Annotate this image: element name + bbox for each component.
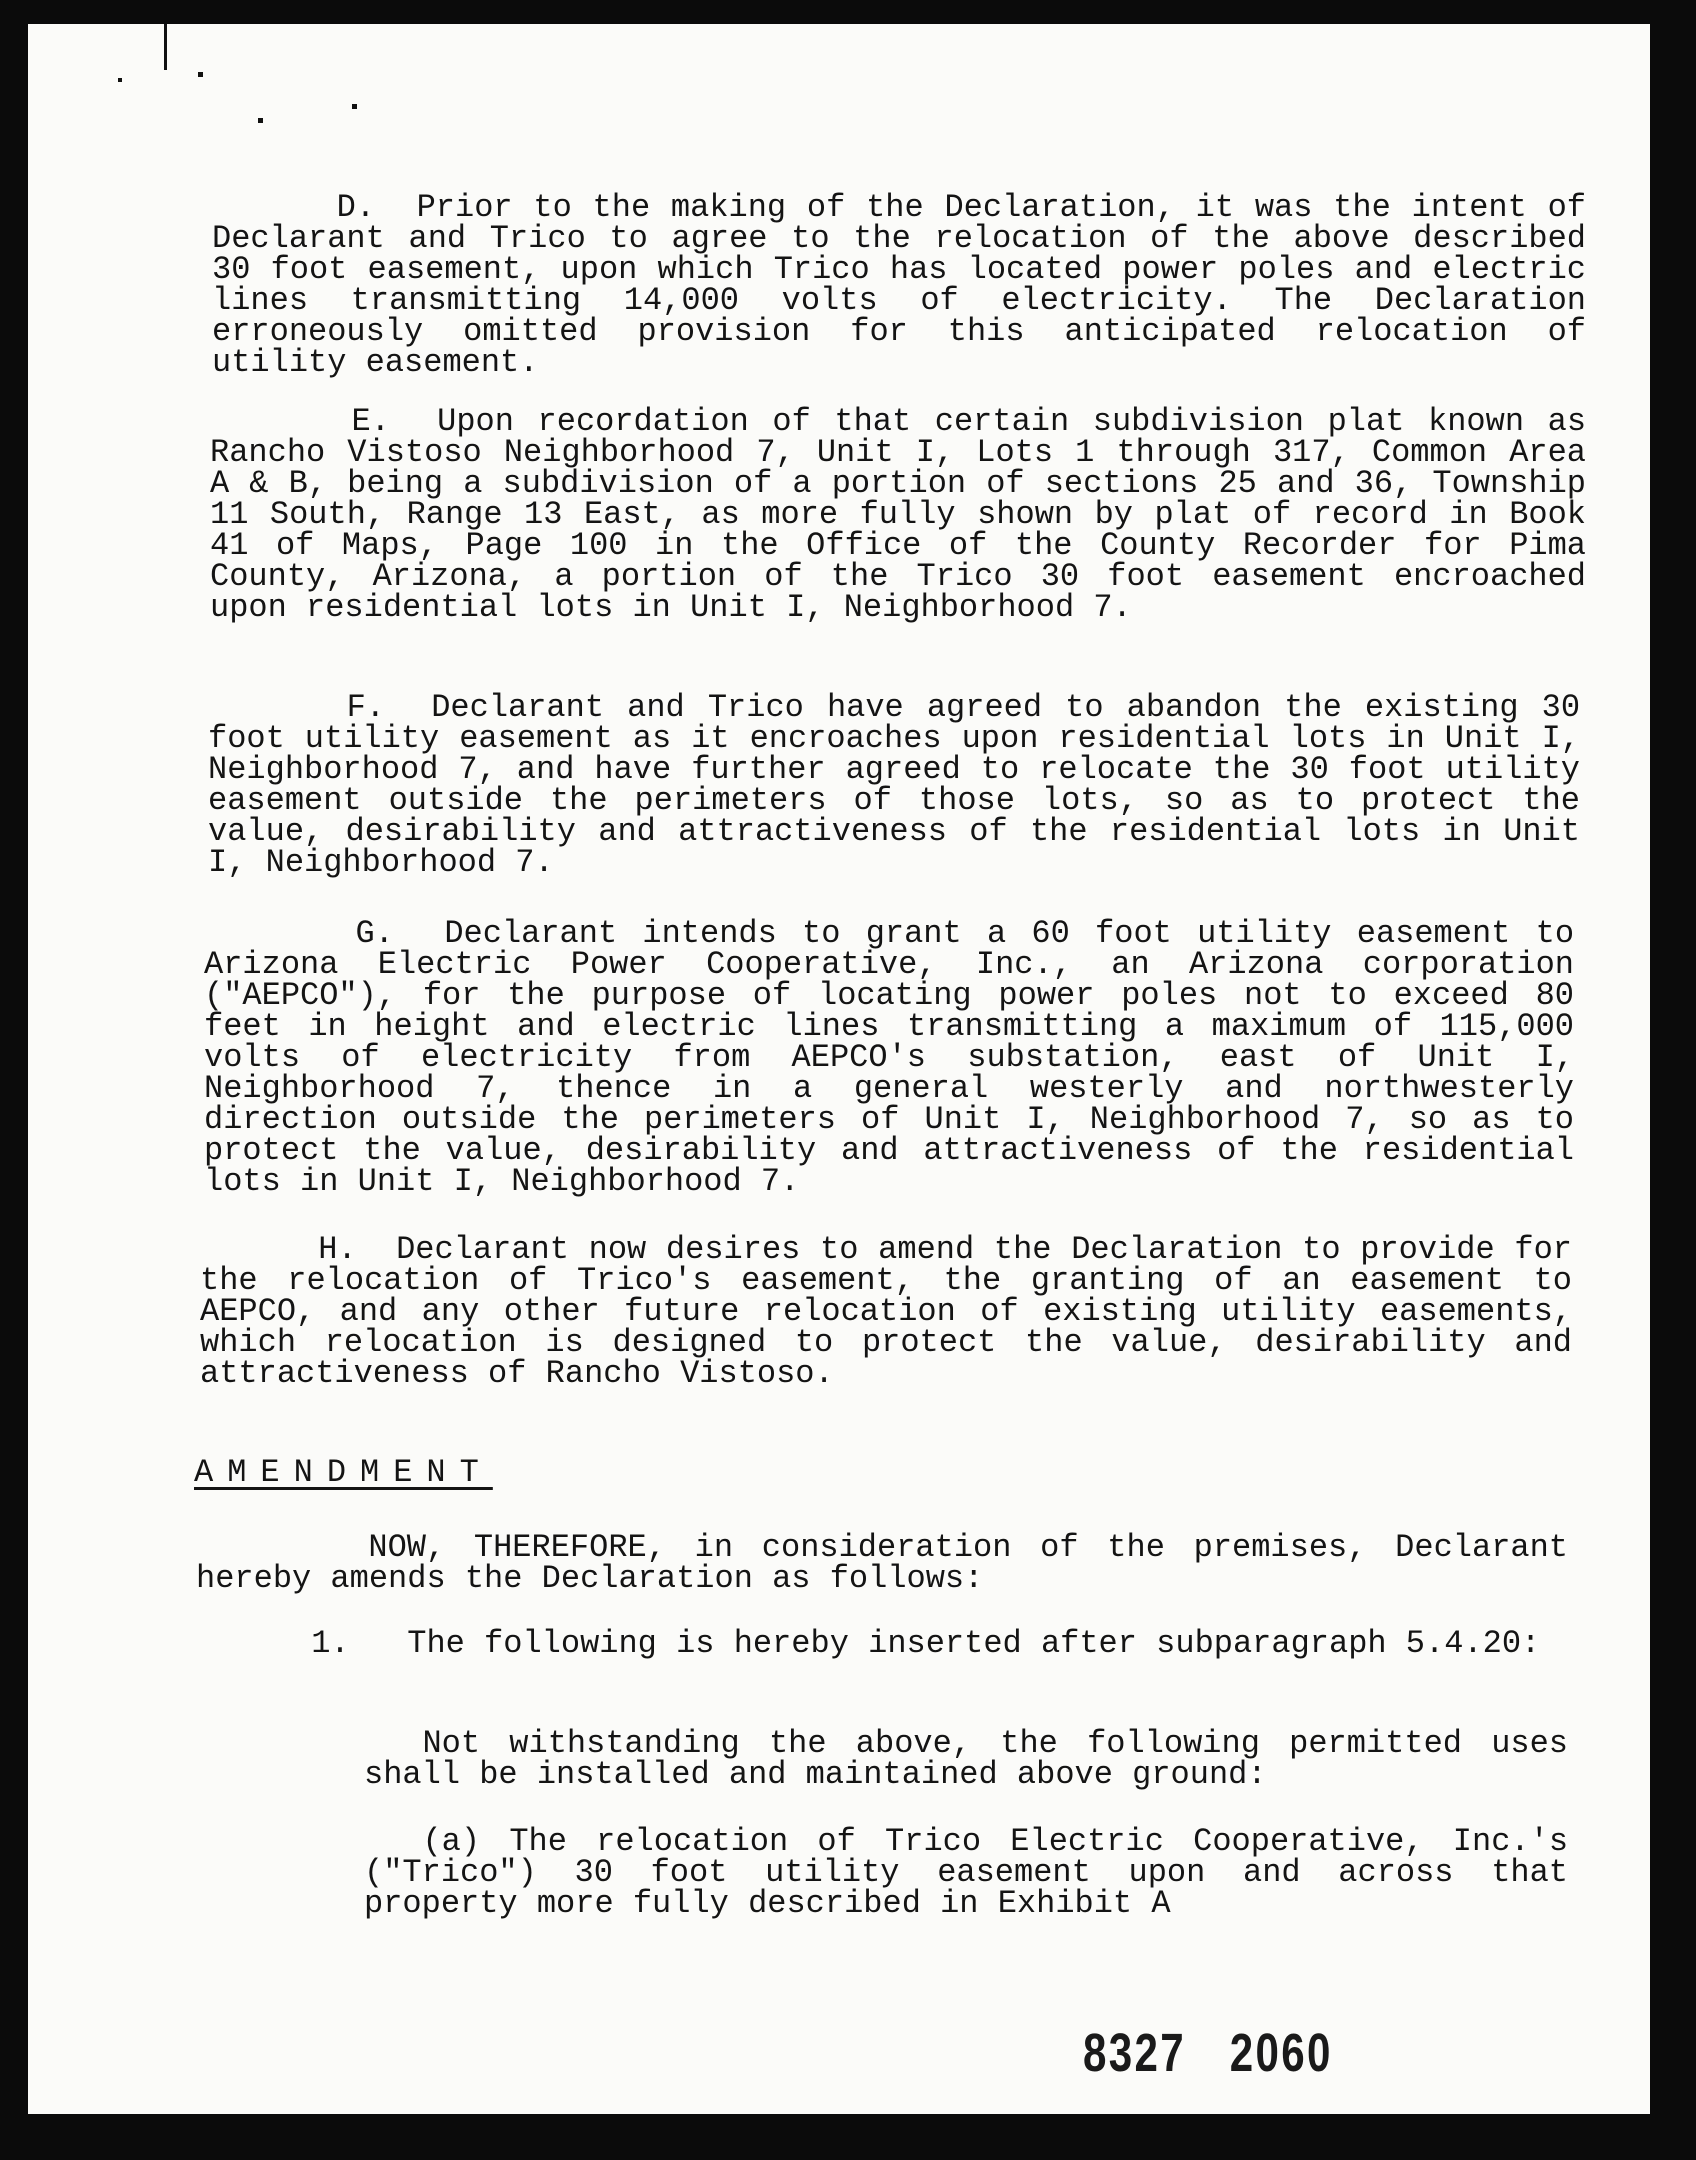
scan-speck [258, 118, 263, 123]
item-1-text: The following is hereby inserted after subparagraph 5.4.20: [407, 1625, 1541, 1662]
scan-mark [164, 24, 167, 70]
paragraph-e-label: E. [351, 403, 390, 440]
now-therefore-text: NOW, THEREFORE, in consideration of the premises, Declarant hereby amends the Declaration as follows: [196, 1529, 1569, 1597]
paragraph-g-text: Declarant intends to grant a 60 foot utility easement to Arizona Electric Power Cooperative, Inc., an Arizona corporation ("AEPCO"), for the purpose of locating power poles not to exceed 80 feet in height and electric lines transmitting a maximum of 115,000 volts of electricity from AEPCO's substation, east of Unit I, Neighborhood 7, thence in a general westerly and northwesterly direction outside the perimeters of Unit I, Neighborhood 7, so as to protect the value, desirability and attractiveness of the residential lots in Unit I, Neighborhood 7. [204, 915, 1575, 1200]
now-therefore-paragraph [196, 1529, 1569, 1597]
stamp-book-number: 8327 [1083, 2023, 1187, 2083]
paragraph-h-text: Declarant now desires to amend the Declaration to provide for the relocation of Trico's easement, the granting of an easement to AEPCO, and any other future relocation of existing utility easements, which relocation is designed to protect the value, desirability and attractiveness of Rancho Vistoso. [200, 1231, 1573, 1392]
paragraph-d [212, 189, 1587, 381]
paragraph-e-text: Upon recordation of that certain subdivision plat known as Rancho Vistoso Neighborhood 7, Unit I, Lots 1 through 317, Common Area A & B, being a subdivision of a portion of sections 25 and 36, Township 11 South, Range 13 East, as more fully shown by plat of record in Book 41 of Maps, Page 100 in the Office of the County Recorder for Pima County, Arizona, a portion of the Trico 30 foot easement encroached upon residential lots in Unit I, Neighborhood 7. [210, 403, 1587, 626]
document-page [28, 24, 1650, 2114]
amendment-heading: AMENDMENT [194, 1454, 493, 1491]
paragraph-f [208, 689, 1581, 881]
notwithstanding-text: Not withstanding the above, the following permitted uses shall be installed and maintained above ground: [364, 1725, 1569, 1793]
item-a-paragraph [364, 1823, 1569, 1922]
paragraph-g-label: G. [355, 915, 394, 952]
paragraph-d-label: D. [336, 189, 376, 226]
item-1-paragraph [196, 1625, 1568, 1662]
scan-speck [198, 72, 203, 77]
paragraph-f-text: Declarant and Trico have agreed to abandon the existing 30 foot utility easement as it encroaches upon residential lots in Unit I, Neighborhood 7, and have further agreed to relocate the 30 foot utility easement outside the perimeters of those lots, so as to protect the value, desirability and attractiveness of the residential lots in Unit I, Neighborhood 7. [208, 689, 1581, 881]
paragraph-e [210, 403, 1587, 626]
paragraph-g [204, 915, 1575, 1200]
scan-speck [118, 78, 122, 82]
item-a-text: The relocation of Trico Electric Cooperative, Inc.'s ("Trico") 30 foot utility easement upon and across that property more fully described in Exhibit A [364, 1823, 1569, 1922]
paragraph-h [200, 1231, 1573, 1392]
notwithstanding-paragraph [364, 1725, 1569, 1793]
stamp-page-number: 2060 [1229, 2023, 1333, 2083]
scan-speck [352, 104, 357, 109]
item-1-label: 1. [311, 1625, 350, 1662]
paragraph-f-label: F. [346, 689, 385, 726]
recording-stamp [1083, 2022, 1333, 2084]
paragraph-d-text: Prior to the making of the Declaration, it was the intent of Declarant and Trico to agree to the relocation of the above described 30 foot easement, upon which Trico has located power poles and electric lines transmitting 14,000 volts of electricity. The Declaration erroneously omitted provision for this anticipated relocation of utility easement. [212, 189, 1587, 381]
item-a-label: (a) [422, 1823, 481, 1860]
paragraph-h-label: H. [318, 1231, 357, 1268]
